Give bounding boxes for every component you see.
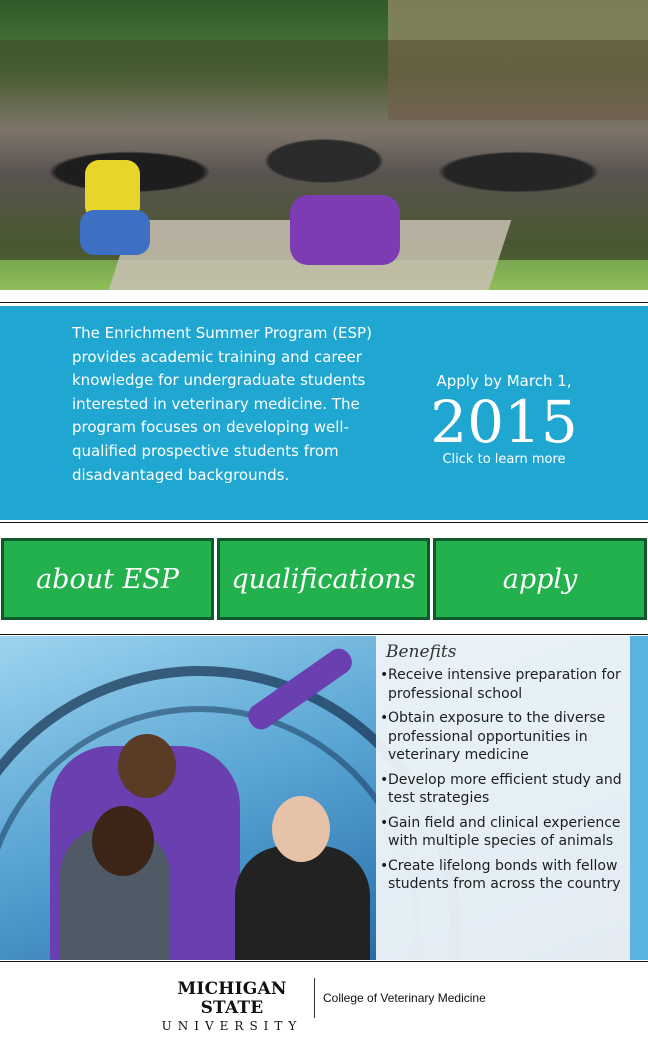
nav-about-esp-button[interactable]: about ESP bbox=[1, 538, 214, 620]
benefit-item: • Develop more efficient study and test strategies bbox=[380, 771, 628, 808]
hero-person bbox=[290, 195, 400, 265]
benefit-item: • Obtain exposure to the diverse professional opportunities in veterinary medicine bbox=[380, 709, 628, 765]
apply-deadline-year: 2015 bbox=[430, 388, 578, 456]
apply-deadline-callout[interactable] bbox=[418, 372, 590, 467]
learn-more-link[interactable]: Click to learn more bbox=[442, 452, 566, 467]
msu-logo-line2: UNIVERSITY bbox=[161, 1019, 303, 1033]
benefits-title: Benefits bbox=[386, 642, 457, 662]
benefits-list bbox=[380, 666, 628, 900]
benefits-panel bbox=[376, 636, 630, 960]
hero-person bbox=[80, 210, 150, 255]
nav-qualifications-button[interactable]: qualifications bbox=[217, 538, 430, 620]
photo-person-head bbox=[92, 806, 154, 876]
footer bbox=[0, 962, 648, 1040]
photo-person-head bbox=[118, 734, 176, 798]
logo-separator bbox=[314, 978, 315, 1018]
divider bbox=[0, 302, 648, 303]
nav-apply-button[interactable]: apply bbox=[433, 538, 647, 620]
program-description: The Enrichment Summer Program (ESP) provides academic training and career knowledge for undergraduate students interested in veterinary medicine. The program focuses on developing well-qualified prospective students from disadvantaged backgrounds. bbox=[72, 324, 372, 484]
divider bbox=[0, 634, 648, 635]
photo-edge bbox=[630, 636, 648, 960]
aquarium-photo-section bbox=[0, 636, 648, 960]
photo-person-head bbox=[272, 796, 330, 862]
benefit-item: • Receive intensive preparation for professional school bbox=[380, 666, 628, 703]
hero-group-photo bbox=[0, 0, 648, 290]
program-info-band bbox=[0, 306, 648, 520]
msu-logo-line1: MICHIGAN STATE bbox=[177, 979, 287, 1018]
college-name[interactable]: College of Veterinary Medicine bbox=[323, 991, 486, 1005]
benefit-item: • Create lifelong bonds with fellow students from across the country bbox=[380, 857, 628, 894]
apply-deadline-text: Apply by March 1, bbox=[436, 372, 572, 390]
divider bbox=[0, 522, 648, 523]
msu-logo[interactable] bbox=[158, 980, 306, 1034]
benefit-item: • Gain field and clinical experience with multiple species of animals bbox=[380, 814, 628, 851]
main-navigation bbox=[0, 538, 648, 620]
photo-person bbox=[235, 846, 370, 960]
